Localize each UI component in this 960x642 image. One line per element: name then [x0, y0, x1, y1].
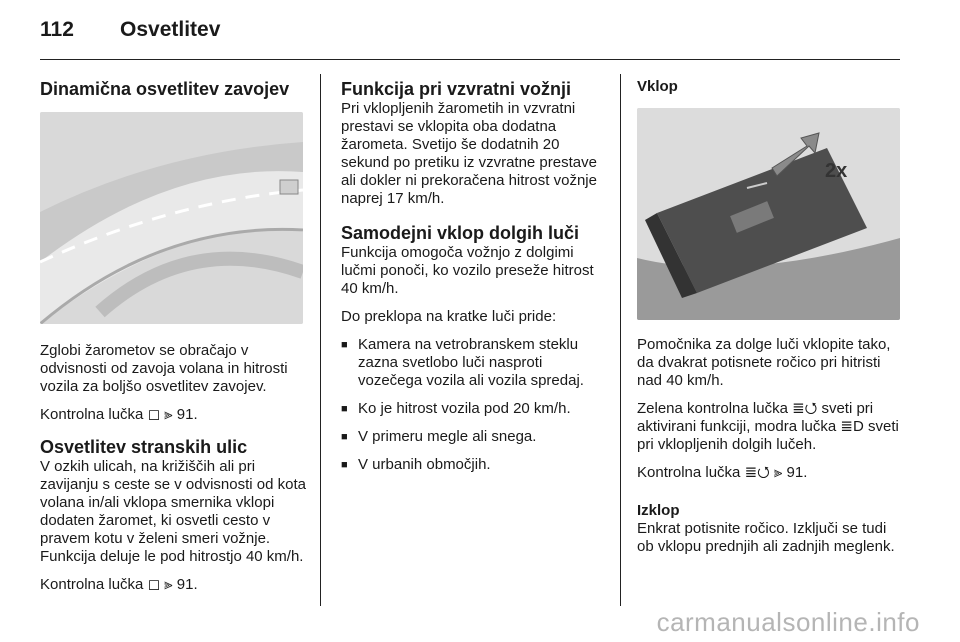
deactivation-description: Enkrat potisnite ročico. Izključi se tudi ob vklopu prednjih ali zadnjih meglenk. [637, 520, 895, 555]
curve-light-description: Zglobi žarometov se obračajo v odvisnosti od zavoja volana in hitrosti vozila za boljšo osvetlitev zavojev. [40, 342, 288, 395]
curve-light-reference: Kontrolna lučka ◻ ⫸ 91. [40, 406, 198, 423]
section-heading-auto-high-beam: Samodejni vklop dolgih luči [341, 223, 580, 243]
column-3 [637, 72, 905, 566]
section-heading-reverse-function: Funkcija pri vzvratni vožnji [341, 79, 572, 99]
auto-high-beam-description: Funkcija omogoča vožnjo z dolgimi lučmi ponoči, ko vozilo preseže hitrost 40 km/h. [341, 244, 594, 297]
section-heading-side-street-light: Osvetlitev stranskih ulic [40, 437, 248, 457]
road-curve-illustration [40, 112, 303, 324]
curve-light-figure [40, 112, 303, 324]
column-2 [341, 72, 609, 484]
list-item: ■ V urbanih območjih. [341, 456, 609, 474]
list-item: ■ Ko je hitrost vozila pod 20 km/h. [341, 400, 609, 418]
stalk-figure [637, 108, 900, 320]
page-title: Osvetlitev [120, 18, 221, 41]
section-heading-activation: Vklop [637, 78, 678, 95]
side-street-light-description: V ozkih ulicah, na križiščih ali pri zavijanju s ceste se v odvisnosti od kota volana in/ali vklopa smernika vklopi dodaten žaromet, ki osvetli cesto v pravem kotu v želeni smeri vožnje. Funkcija deluje le pod hitrostjo 40 km/h. [40, 458, 306, 565]
list-item: ■ Kamera na vetrobranskem steklu zazna svetlobo luči nasproti vozečega vozila ali vozila spredaj. [341, 336, 609, 390]
watermark: carmanualsonline.info [656, 607, 920, 637]
low-beam-conditions-list [341, 336, 609, 474]
indicator-description: Zelena kontrolna lučka ≣⭯ sveti pri aktivirani funkciji, modra lučka ≣D sveti pri vklopljenih dolgih lučeh. [637, 400, 899, 453]
section-heading-deactivation: Izklop [637, 502, 680, 519]
column-divider-1 [320, 74, 321, 606]
list-item: ■ V primeru megle ali snega. [341, 428, 609, 446]
section-heading-dynamic-curve-light: Dinamična osvetlitev zavojev [40, 79, 290, 99]
light-stalk-illustration [637, 108, 900, 320]
column-divider-2 [620, 74, 621, 606]
page-number: 112 [40, 18, 74, 41]
push-count-label: 2x [825, 160, 848, 182]
side-street-light-reference: Kontrolna lučka ◻ ⫸ 91. [40, 576, 198, 593]
header-rule [40, 59, 900, 60]
low-beam-switch-intro: Do preklopa na kratke luči pride: [341, 308, 557, 325]
activation-description: Pomočnika za dolge luči vklopite tako, da dvakrat potisnete ročico pri hitristi nad 40 km/h. [637, 336, 891, 389]
column-1 [40, 72, 308, 604]
reverse-function-description: Pri vklopljenih žarometih in vzvratni prestavi se vklopita oba dodatna žarometa. Svetijo še dodatnih 20 sekund po pretiku iz vzvratne prestave ali dokler ni prekoračena hitrost vožnje naprej 17 km/h. [341, 100, 597, 207]
page-header [40, 18, 220, 48]
activation-reference: Kontrolna lučka ≣⭯ ⫸ 91. [637, 464, 808, 481]
